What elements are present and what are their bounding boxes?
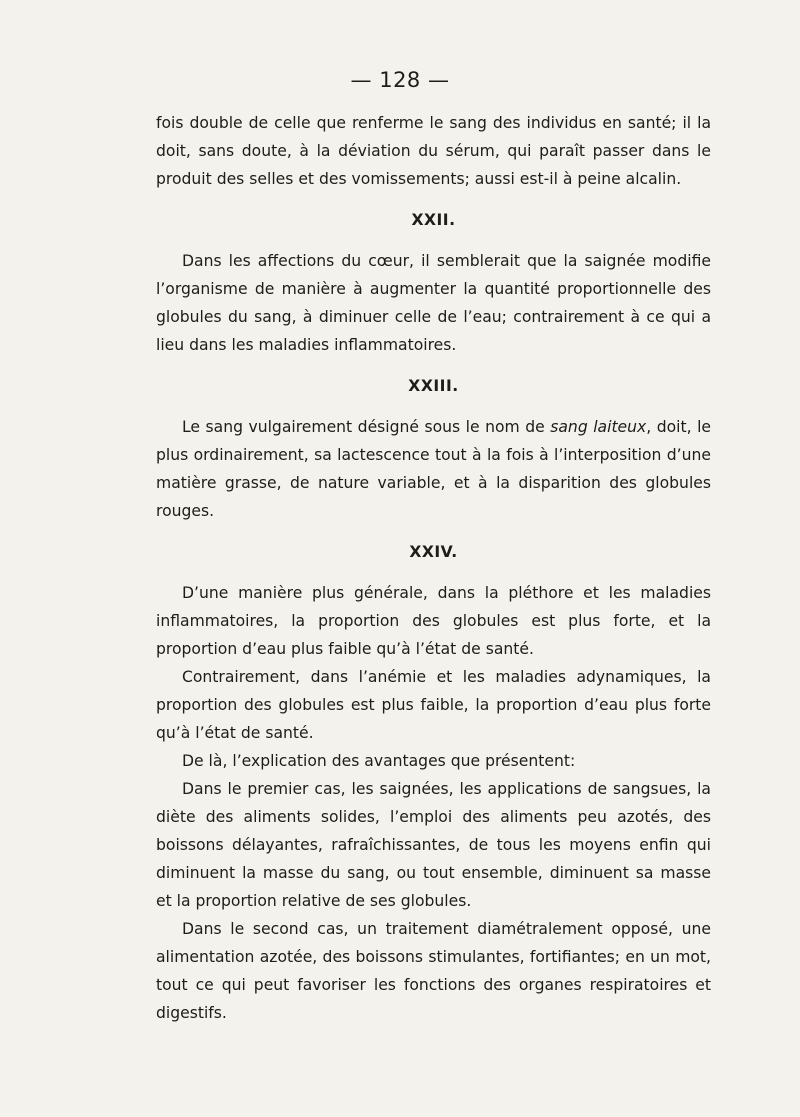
section-heading-xxiv: XXIV. [409,543,458,561]
paragraph-intro: fois double de celle que renferme le sang des individus en santé; il la doit, sans doute, à la déviation du sérum, qui paraît passer dans le produit des selles et des vomissements; aussi est-il à peine alcalin. [156,114,711,188]
paragraph-xxii: Dans les affections du cœur, il semblerait que la saignée modifie l’organisme de manière à augmenter la quantité proportionnelle des globules du sang, à diminuer celle de l’eau; contrairement à ce qui a lieu dans les maladies inflammatoires. [156,252,711,354]
paragraph-xxiv-4: Dans le premier cas, les saignées, les applications de sangsues, la diète des aliments solides, l’emploi des aliments peu azotés, des boissons délayantes, rafraîchissantes, de tous les moyens enfin qui diminuent la masse du sang, ou tout ensemble, diminuent sa masse et la proportion relative de ses globules. [156,780,711,910]
paragraph-xxiii-before: Le sang vulgairement désigné sous le nom de [182,418,551,436]
paragraph-xxiii-emphasis: sang laiteux [550,418,647,436]
paragraph-xxiv-5: Dans le second cas, un traitement diamétralement opposé, une alimentation azotée, des boissons stimulantes, fortifiantes; en un mot, tout ce qui peut favoriser les fonctions des organes respiratoires et digestifs. [156,920,711,1022]
paragraph-xxiv-3: De là, l’explication des avantages que présentent: [182,752,576,770]
paragraph-xxiii-after: , doit, le plus ordinairement, sa lactescence tout à la fois à l’interposition d’une matière grasse, de nature variable, et à la disparition des globules rouges. [156,418,712,520]
page-content [156,109,711,1027]
paragraph-xxiv-2: Contrairement, dans l’anémie et les maladies adynamiques, la proportion des globules est plus faible, la proportion d’eau plus forte qu’à l’état de santé. [156,668,711,742]
paragraph-xxiii [156,413,711,525]
paragraph-xxiv-1: D’une manière plus générale, dans la pléthore et les maladies inflammatoires, la proportion des globules est plus forte, et la proportion d’eau plus faible qu’à l’état de santé. [156,584,711,658]
section-heading-xxii: XXII. [411,211,456,229]
section-heading-xxiii: XXIII. [408,377,459,395]
page-number: — 128 — [350,68,450,92]
